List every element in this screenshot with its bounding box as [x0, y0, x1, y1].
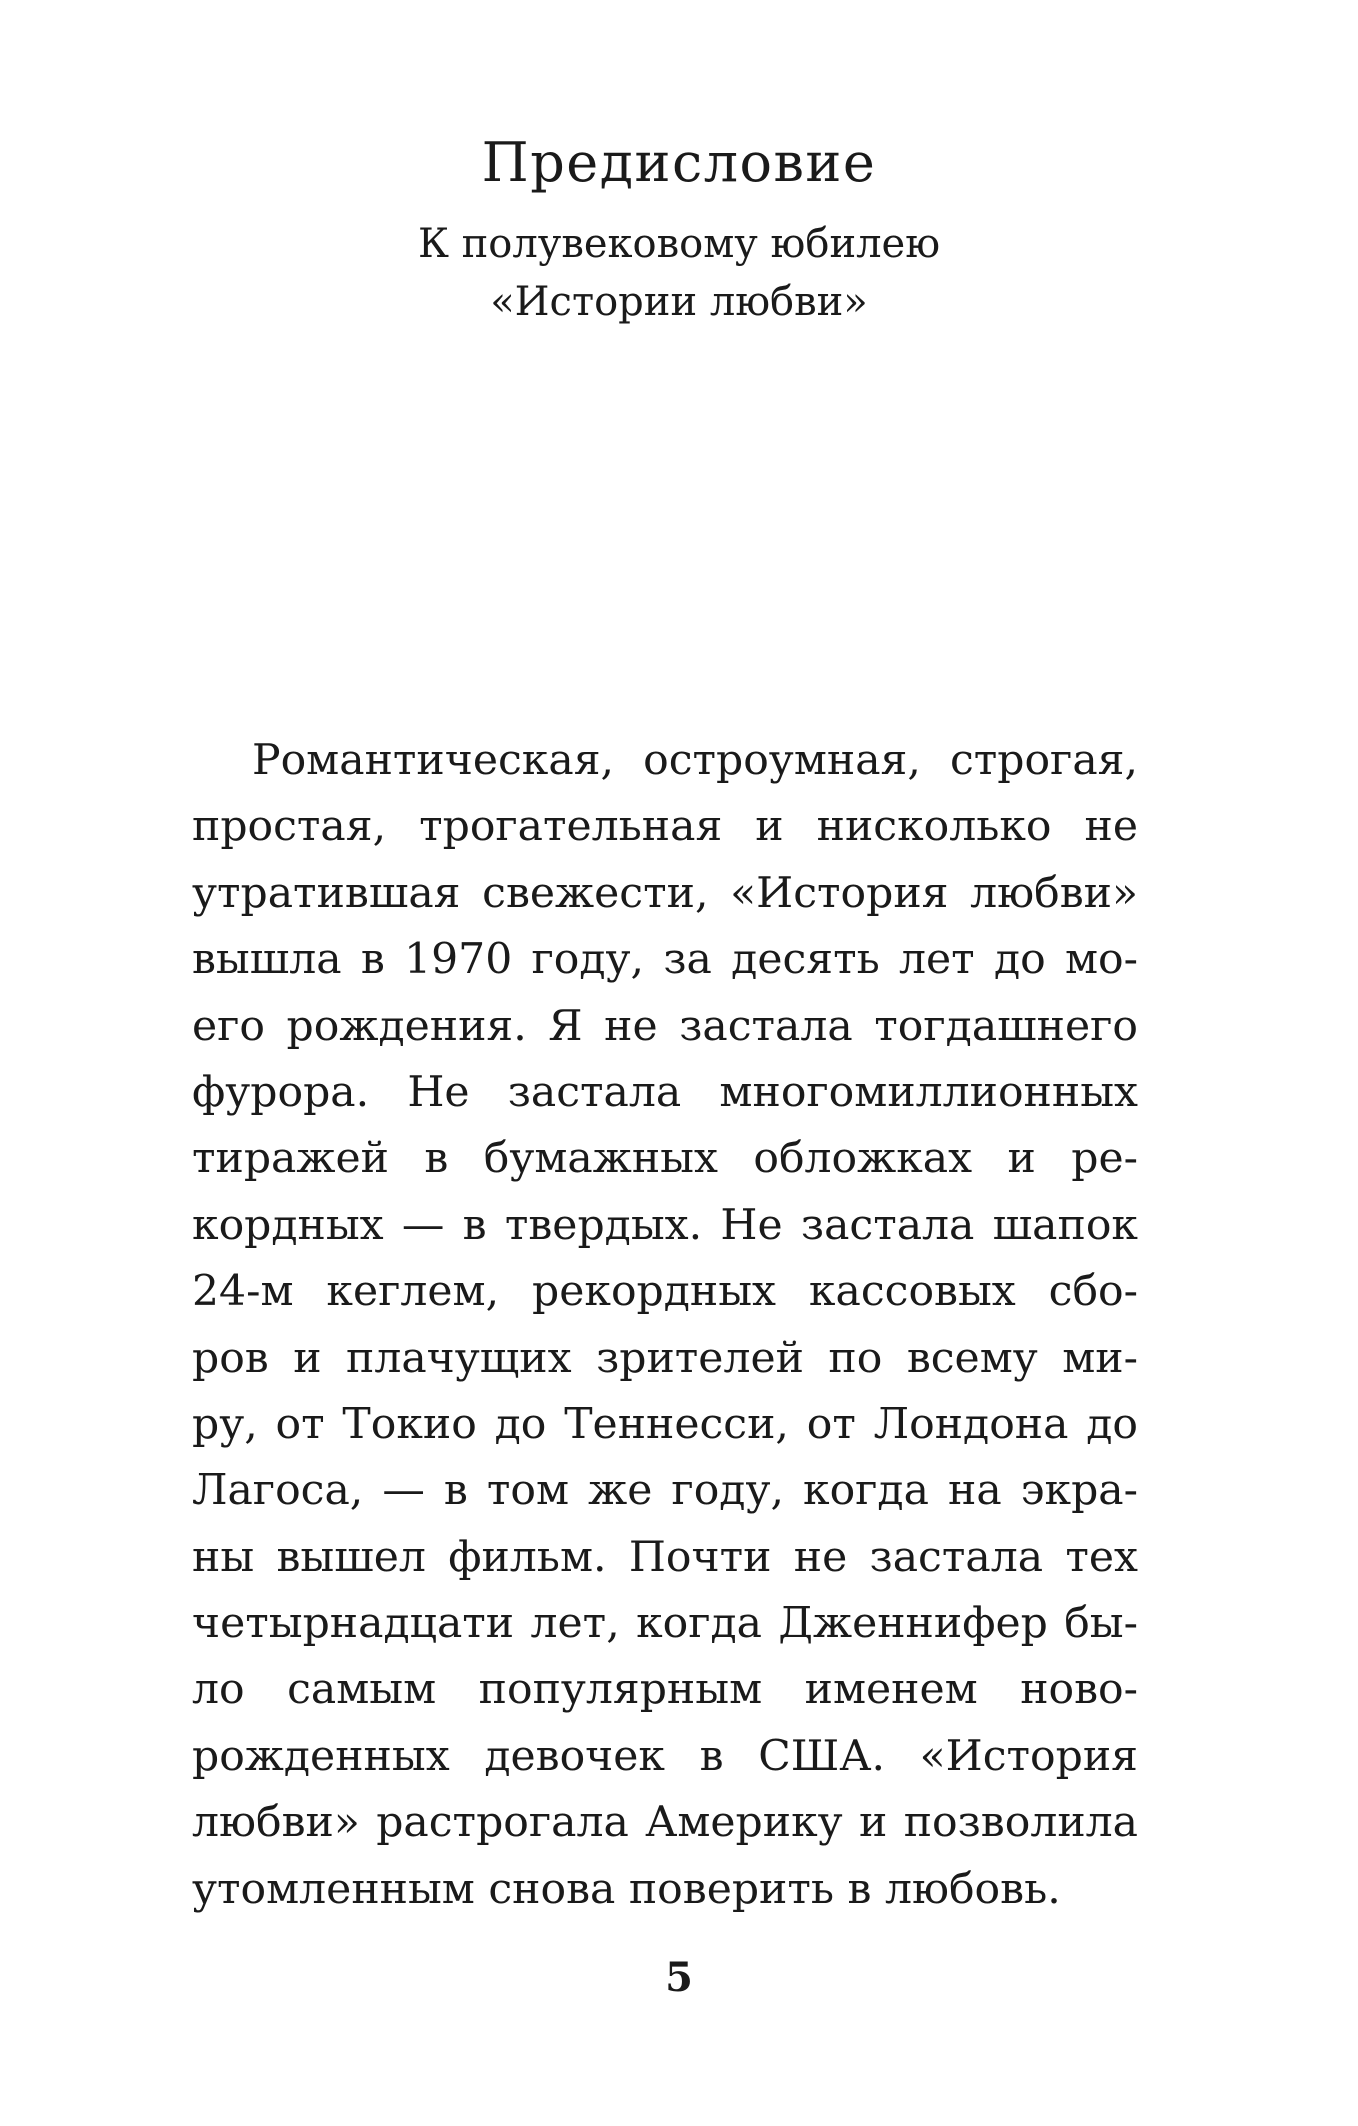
- text-line: его рождения. Я не застала тогдашнего: [192, 1001, 1138, 1051]
- text-line: четырнадцати лет, когда Дженнифер бы-: [192, 1599, 1138, 1649]
- text-line: кордных — в твердых. Не застала шапок: [192, 1200, 1138, 1250]
- text-line: ров и плачущих зрителей по всему ми-: [192, 1333, 1138, 1383]
- text-line: простая, трогательная и нисколько не: [192, 802, 1138, 852]
- text-line: любви» растрогала Америку и позволила: [192, 1798, 1138, 1848]
- text-line: рожденных девочек в США. «История: [192, 1731, 1138, 1781]
- text-line: тиражей в бумажных обложках и ре-: [192, 1134, 1138, 1184]
- chapter-subtitle-line-2: «Истории любви»: [490, 279, 868, 325]
- text-line: Романтическая, остроумная, строгая,: [252, 736, 1138, 785]
- page-number: 5: [665, 1954, 693, 2001]
- chapter-subtitle-line-1: К полувековому юбилею: [417, 221, 941, 267]
- text-line: фурора. Не застала многомиллионных: [192, 1067, 1138, 1117]
- text-line: ру, от Токио до Теннесси, от Лондона до: [192, 1399, 1138, 1449]
- text-line: ло самым популярным именем ново-: [192, 1665, 1138, 1715]
- chapter-title: Предисловие: [481, 131, 877, 194]
- text-line: утомленным снова поверить в любовь.: [192, 1864, 1061, 1914]
- text-line: утратившая свежести, «История любви»: [192, 868, 1138, 918]
- text-line: ны вышел фильм. Почти не застала тех: [192, 1532, 1138, 1582]
- text-line: вышла в 1970 году, за десять лет до мо-: [192, 935, 1138, 985]
- body-paragraph: [192, 728, 1138, 1923]
- text-line: 24-м кеглем, рекордных кассовых сбо-: [192, 1267, 1138, 1317]
- text-line: Лагоса, — в том же году, когда на экра-: [192, 1466, 1138, 1516]
